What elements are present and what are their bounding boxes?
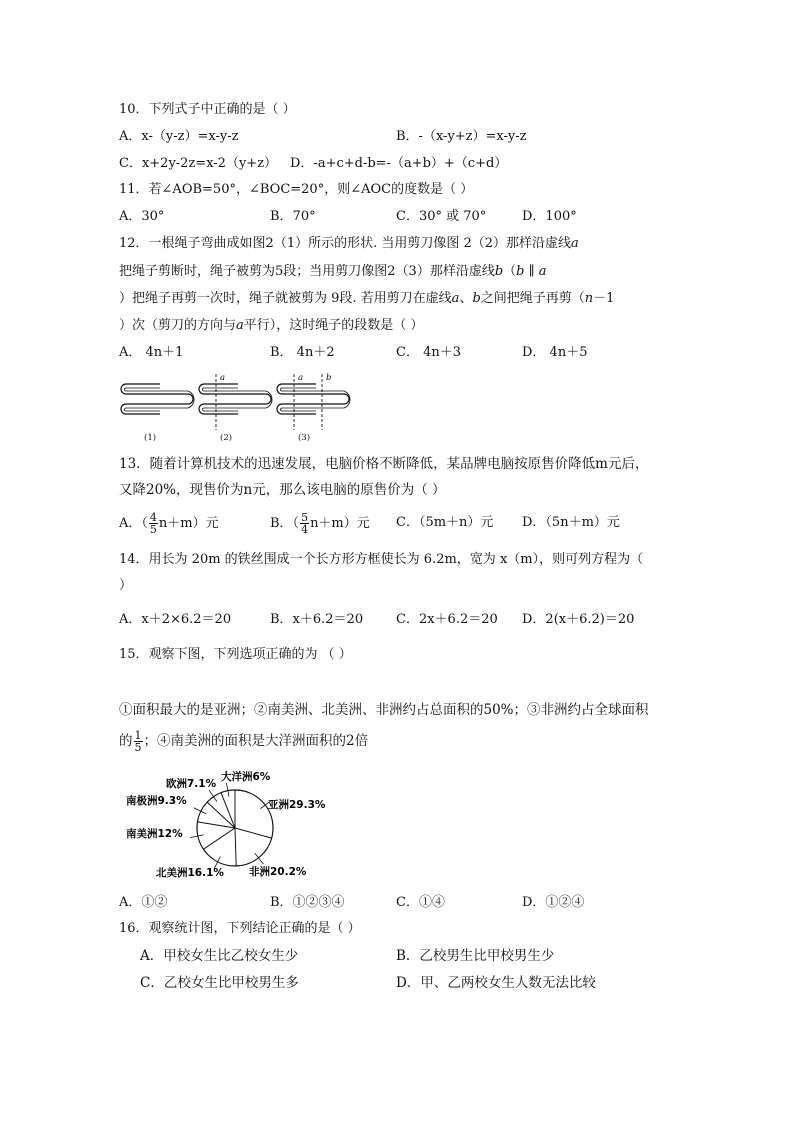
q16-option-c: C．乙校女生比甲校男生多 [140, 975, 299, 991]
q16-stem: 16．观察统计图，下列结论正确的是（ ） [119, 921, 361, 936]
q12-option-b: B． 4n＋2 [270, 345, 335, 360]
pie-label-2: 非洲20.2% [249, 866, 307, 878]
q16-option-d: D．甲、乙两校女生人数无法比较 [396, 975, 596, 991]
q14-option-b: B．x＋6.2＝20 [270, 612, 364, 627]
q13-option-d: D．（5n＋m）元 [522, 515, 620, 530]
rope-figure-2 [199, 374, 272, 430]
q12-sep: 、 [459, 291, 473, 306]
q10-option-c: C．x+2y-2z=x-2（y+z） [119, 156, 278, 171]
q13-b-den: 4 [301, 523, 309, 536]
q12-line3-text: ）把绳子再剪一次时，绳子就被剪为 9段. 若用剪刀在虚线 [119, 291, 452, 306]
pie-label-1: 亚洲29.3% [268, 799, 326, 811]
q10-option-d: D．-a+c+d-b=-（a+b）+（c+d） [290, 156, 508, 171]
q15-option-b: B．①②③④ [270, 895, 345, 910]
q13-a-num: 4 [149, 511, 157, 524]
q12-line1 [119, 235, 579, 253]
q12-line4-end: 平行），这时绳子的段数是（ ） [243, 318, 424, 333]
q13-b-num: 5 [301, 511, 309, 524]
q12-var-a3: a [451, 291, 460, 306]
q12-var-a: a [571, 236, 579, 251]
q14-option-a: A．x＋2×6.2＝20 [119, 612, 232, 627]
q15-statement-1: ①面积最大的是亚洲；②南美洲、北美洲、非洲约占总面积的50%；③非洲约占全球面积 [119, 702, 649, 718]
q10-option-b: B．-（x-y+z）=x-y-z [396, 129, 527, 144]
q12-minus-one: －1 [593, 291, 615, 306]
q15-frac-num: 1 [134, 729, 142, 742]
q13-b-open: B．（ [270, 516, 300, 531]
q11-option-c: C．30° 或 70° [396, 209, 487, 224]
q11-option-d: D．100° [522, 209, 577, 224]
q12-line3-end: 之间把绳子再剪（ [480, 291, 585, 306]
q13-a-den: 5 [149, 523, 157, 536]
q10-stem: 10．下列式子中正确的是（ ） [119, 102, 296, 117]
q15-stem: 15．观察下图，下列选项正确的为 （ ） [119, 647, 352, 662]
q11-option-b: B．70° [270, 209, 316, 224]
q15-statement-2 [119, 730, 368, 753]
q14-line2: ） [119, 578, 133, 593]
q12-line4-text: ）次（剪刀的方向与 [119, 318, 237, 333]
pie-label-7: 大洋洲6% [221, 771, 271, 783]
fig1-caption: (1) [144, 433, 157, 443]
pie-label-4: 南美洲12% [126, 828, 183, 840]
q13-line2: 又降20%，现售价为n元，那么该电脑的原售价为（ ） [119, 482, 446, 498]
fig2-caption: (2) [220, 433, 233, 443]
q13-option-c: C．（5m＋n）元 [396, 515, 494, 530]
q15-option-c: C．①④ [396, 895, 445, 910]
q12-line2 [119, 263, 547, 281]
q14-line1: 14．用长为 20m 的铁丝围成一个长方形方框使长为 6.2m，宽为 x（m），则可列方程为（ [119, 552, 644, 567]
q12-line2-text: 把绳子剪断时，绳子被剪为5段；当用剪刀像图2（3）那样沿虚线 [119, 264, 495, 279]
q12-option-a: A． 4n＋1 [119, 345, 184, 360]
q13-line1: 13．随着计算机技术的迅速发展，电脑价格不断降低，某品牌电脑按原售价降低m元后， [119, 456, 649, 472]
q13-b-rest: n＋m）元 [310, 516, 370, 531]
pie-label-5: 南极洲9.3% [126, 795, 187, 807]
q12-var-b3: b [472, 291, 481, 306]
q12-line1-text: 12．一根绳子弯曲成如图2（1）所示的形状. 当用剪刀像图 2（2）那样沿虚线 [119, 236, 572, 251]
fig2-label-a: a [220, 373, 226, 383]
q13-a-rest: n＋m）元 [158, 516, 219, 531]
q16-option-b: B．乙校男生比甲校男生少 [396, 948, 555, 964]
q12-parallel: ∥ [524, 264, 539, 279]
fig3-caption: (3) [298, 433, 311, 443]
rope-figure-1 [121, 384, 194, 414]
fig3-label-a: a [298, 373, 304, 383]
q12-var-b: b [494, 264, 504, 279]
q15-s2-pre: 的 [119, 733, 133, 749]
q13-a-fraction [149, 512, 158, 535]
fig3-label-b: b [326, 373, 332, 383]
q12-line4 [119, 317, 423, 335]
q13-option-a [119, 512, 219, 535]
rope-figure [118, 372, 358, 444]
pie-label-3: 北美洲16.1% [156, 867, 224, 879]
q13-b-fraction [300, 512, 309, 535]
q12-option-d: D． 4n＋5 [522, 345, 588, 360]
q15-option-a: A．①② [119, 895, 168, 910]
q11-option-a: A．30° [119, 209, 165, 224]
pie-label-6: 欧洲7.1% [166, 778, 217, 790]
q11-stem: 11．若∠AOB=50°，∠BOC=20°，则∠AOC的度数是（ ） [119, 182, 474, 197]
rope-figure-3 [277, 374, 350, 430]
q16-option-a: A．甲校女生比乙校女生少 [140, 948, 299, 964]
q14-option-c: C．2x＋6.2＝20 [396, 612, 498, 627]
q12-var-a2: a [538, 264, 547, 279]
q15-frac-den: 5 [134, 741, 142, 754]
q12-option-c: C． 4n＋3 [396, 345, 461, 360]
q15-s2-rest: ；④南美洲的面积是大洋洲面积的2倍 [143, 733, 369, 749]
q12-line3 [119, 290, 614, 308]
q12-var-a4: a [236, 318, 244, 333]
q14-option-d: D．2(x＋6.2)＝20 [522, 612, 635, 627]
q15-fraction [134, 730, 143, 753]
continent-area-pie-chart [118, 760, 368, 882]
q13-a-open: A．（ [119, 516, 148, 531]
q12-var-b2: b [516, 264, 525, 279]
q12-paren: （ [503, 264, 517, 279]
q10-option-a: A．x-（y-z）=x-y-z [119, 129, 239, 144]
q13-option-b [270, 512, 370, 535]
q15-option-d: D．①②④ [522, 895, 585, 910]
q12-var-n: n [584, 291, 594, 306]
